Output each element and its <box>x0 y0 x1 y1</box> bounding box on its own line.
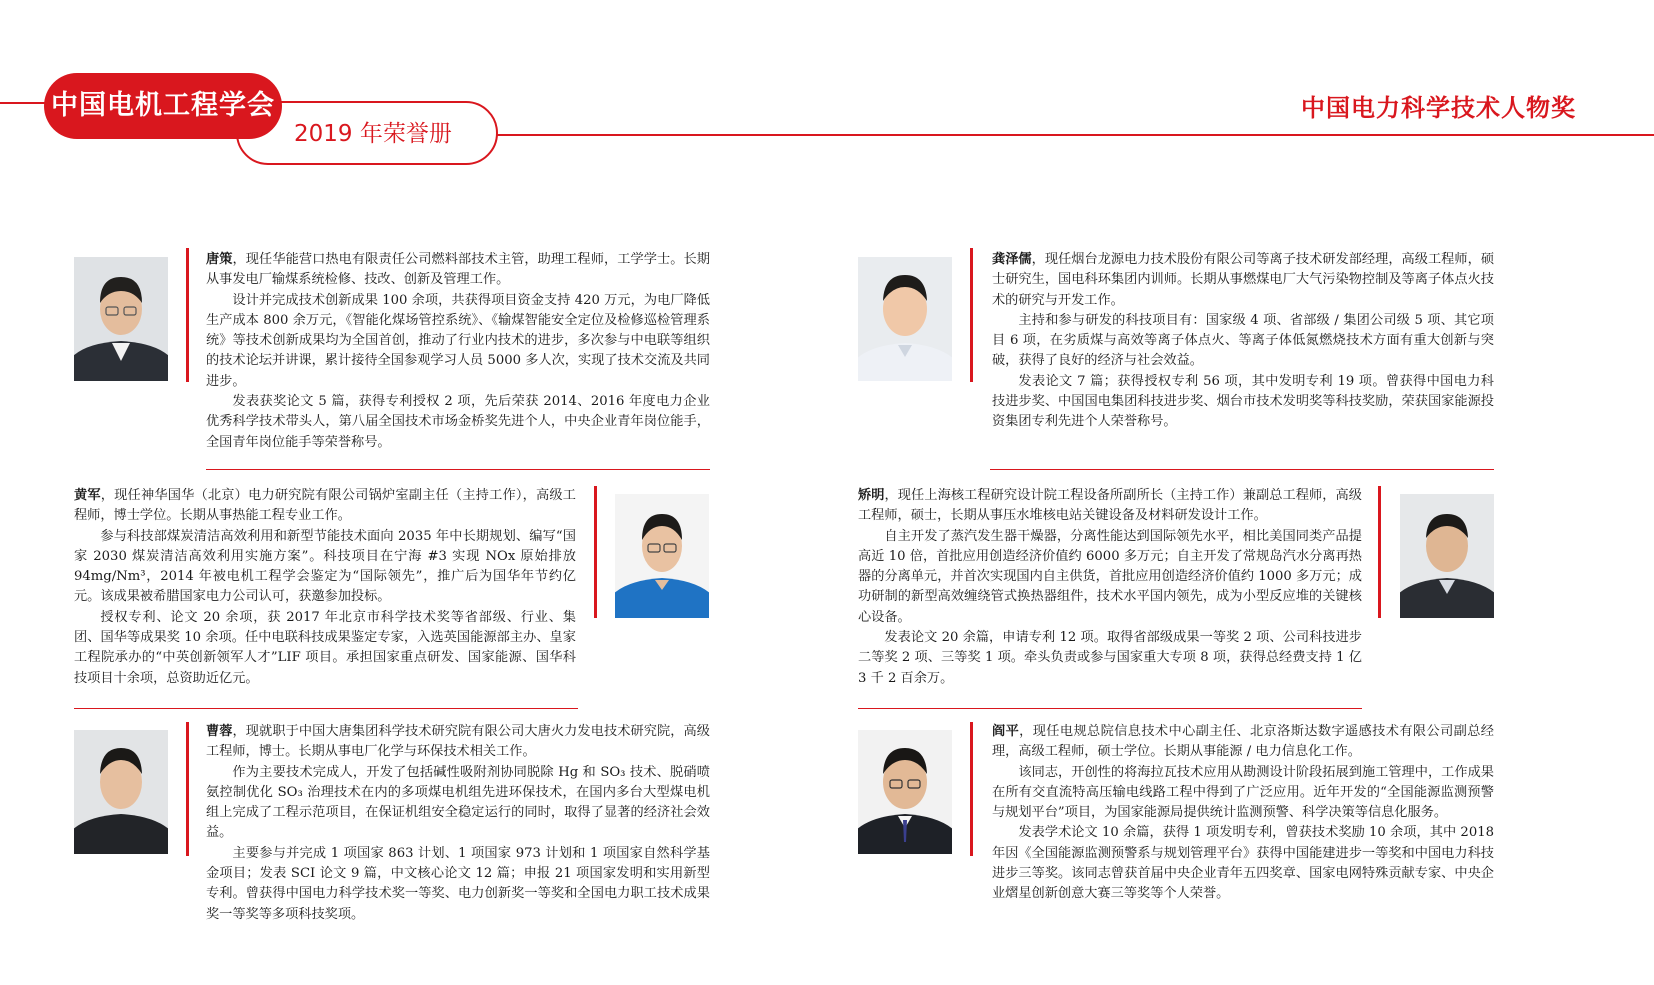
section-divider <box>74 708 578 709</box>
bio-paragraph: 主要参与并完成 1 项国家 863 计划、1 项国家 973 计划和 1 项国家自然科学基金项目；发表 SCI 论文 9 篇，中文核心论文 12 篇；申报 21 项国家发明和实用新型专利。曾获得中国电力科学技术奖一等奖、电力创新奖一等奖和全国电力职工技术成果奖一等奖等多项科技奖项。 <box>206 845 710 922</box>
bio-paragraph: 自主开发了蒸汽发生器干燥器，分离性能达到国际领先水平，相比美国同类产品提高近 10 倍，首批应用创造经济价值约 6000 多万元；自主开发了常规岛汽水分离再热器的分离单元，并首次实现国内自主供货，首批应用创造经济价值约 1000 多万元；成功研制的新型高效缠绕管式换热器组件，技术水平国内领先，成为小型反应堆的关键核心设备。 <box>858 528 1362 625</box>
bio-intro: ，现任华能营口热电有限责任公司燃料部技术主管，助理工程师，工学学士。长期从事发电厂输煤系统检修、技改、创新及管理工作。 <box>206 252 710 288</box>
bio-paragraph: 发表获奖论文 5 篇，获得专利授权 2 项，先后荣获 2014、2016 年度电力企业优秀科学技术带头人，第八届全国技术市场金桥奖先进个人，中央企业青年岗位能手，全国青年岗位能手等荣誉称号。 <box>206 394 710 450</box>
bio-paragraph: 作为主要技术完成人，开发了包括碱性吸附剂协同脱除 Hg 和 SO₃ 技术、脱硝喷氨控制优化 SO₃ 治理技术在内的多项煤电机组先进环保技术，在国内多台大型煤电机组上完成了工程示范项目，在保证机组安全稳定运行的同时，取得了显著的经济社会效益。 <box>206 764 710 841</box>
bio-intro: ，现任上海核工程研究设计院工程设备所副所长（主持工作）兼副总工程师，高级工程师，硕士，长期从事压水堆核电站关键设备及材料研发设计工作。 <box>858 488 1362 524</box>
bio-paragraph: 设计并完成技术创新成果 100 余项，共获得项目资金支持 420 万元，为电厂降低生产成本 800 余万元，《智能化煤场管控系统》、《输煤智能安全定位及检修巡检管理系统》等技术创新成果均为全国首创，推动了行业内技术的进步，多次参与中电联等组织的技术论坛并讲课，累计接待全国参观学习人员 5000 多人次，实现了技术交流及共同进步。 <box>206 292 710 389</box>
bio-name: 阎平 <box>992 724 1020 739</box>
entry-accent-bar <box>186 248 189 382</box>
bio-paragraph: 发表学术论文 10 余篇，获得 1 项发明专利，曾获技术奖励 10 余项，其中 2018 年因《全国能源监测预警系与规划管理平台》获得中国能建进步一等奖和中国电力科技进步三等奖。该同志曾获首届中央企业青年五四奖章、国家电网特殊贡献专家、中央企业熠星创新创意大赛三等奖等个人荣誉。 <box>992 825 1494 902</box>
bio-paragraph: 发表论文 7 篇；获得授权专利 56 项，其中发明专利 19 项。曾获得中国电力科技进步奖、中国国电集团科技进步奖、烟台市技术发明奖等科技奖励，荣获国家能源投资集团专利先进个人荣誉称号。 <box>992 373 1494 430</box>
section-divider <box>206 469 710 470</box>
bio-gong-zeru <box>992 250 1494 433</box>
bio-paragraph: 参与科技部煤炭清洁高效利用和新型节能技术面向 2035 年中长期规划、编写“国家 2030 煤炭清洁高效利用实施方案”。科技项目在宁海 #3 实现 NOx 原始排放 94mg/Nm³，2014 年被电机工程学会鉴定为“国际领先”，推广后为国华年节约亿元。该成果被希腊国家电力公司认可，获邀参加投标。 <box>74 528 576 605</box>
bio-cao-rong <box>206 722 710 925</box>
portrait-photo <box>74 730 168 854</box>
portrait-photo <box>858 730 952 854</box>
bio-paragraph: 主持和参与研发的科技项目有：国家级 4 项、省部级 / 集团公司级 5 项、其它项目 6 项，在劣质煤与高效等离子体点火、等离子体低氮燃烧技术方面有重大创新与突破，获得了良好的经济与社会效益。 <box>992 312 1494 369</box>
bio-tang-ce <box>206 250 710 453</box>
portrait-photo <box>1400 494 1494 618</box>
org-name-badge <box>44 73 282 139</box>
portrait-photo <box>615 494 709 618</box>
bio-name: 唐策 <box>206 252 233 267</box>
org-name: 中国电机工程学会 <box>51 90 275 121</box>
entry-accent-bar <box>970 248 973 382</box>
bio-yan-ping <box>992 722 1494 905</box>
bio-intro: ，现任烟台龙源电力技术股份有限公司等离子技术研发部经理，高级工程师，硕士研究生，国电科环集团内训师。长期从事燃煤电厂大气污染物控制及等离子体点火技术的研究与开发工作。 <box>992 252 1495 308</box>
entry-accent-bar <box>970 722 973 856</box>
entry-accent-bar <box>186 722 189 856</box>
bio-huang-jun <box>74 486 576 689</box>
bio-paragraph: 发表论文 20 余篇，申请专利 12 项。取得省部级成果一等奖 2 项、公司科技进步二等奖 2 项、三等奖 1 项。牵头负责或参与国家重大专项 8 项，获得总经费支持 1 亿 3 千 2 百余万。 <box>858 630 1362 686</box>
section-divider <box>990 469 1494 470</box>
portrait-photo <box>74 257 168 381</box>
year-book-label: 2019 年荣誉册 <box>294 121 452 147</box>
header-line-right <box>497 134 1654 136</box>
bio-name: 龚泽儒 <box>992 252 1032 267</box>
bio-jiao-ming <box>858 486 1362 689</box>
entry-accent-bar <box>1378 486 1381 618</box>
bio-paragraph: 授权专利、论文 20 余项，获 2017 年北京市科学技术奖等省部级、行业、集团、国华等成果奖 10 余项。任中电联科技成果鉴定专家，入选英国能源部主办、皇家工程院承办的“中英创新领军人才”LIF 项目。承担国家重点研发、国家能源、国华科技项目十余项，总资助近亿元。 <box>74 609 576 686</box>
bio-name: 黄军 <box>74 488 101 503</box>
bio-name: 矫明 <box>858 488 885 503</box>
bio-intro: ，现就职于中国大唐集团科学技术研究院有限公司大唐火力发电技术研究院，高级工程师，博士。长期从事电厂化学与环保技术相关工作。 <box>206 724 710 760</box>
bio-name: 曹蓉 <box>206 724 233 739</box>
bio-intro: ，现任电规总院信息技术中心副主任、北京洛斯达数字遥感技术有限公司副总经理，高级工程师，硕士学位。长期从事能源 / 电力信息化工作。 <box>992 724 1494 760</box>
section-divider <box>858 708 1362 709</box>
award-title: 中国电力科学技术人物奖 <box>1301 94 1576 122</box>
bio-paragraph: 该同志，开创性的将海拉瓦技术应用从勘测设计阶段拓展到施工管理中，工作成果在所有交直流特高压输电线路工程中得到了广泛应用。近年开发的“全国能源监测预警与规划平台”项目，为国家能源局提供统计监测预警、科学决策等信息化服务。 <box>992 764 1494 821</box>
portrait-photo <box>858 257 952 381</box>
entry-accent-bar <box>594 486 597 618</box>
bio-intro: ，现任神华国华（北京）电力研究院有限公司锅炉室副主任（主持工作），高级工程师，博士学位。长期从事热能工程专业工作。 <box>74 488 576 524</box>
